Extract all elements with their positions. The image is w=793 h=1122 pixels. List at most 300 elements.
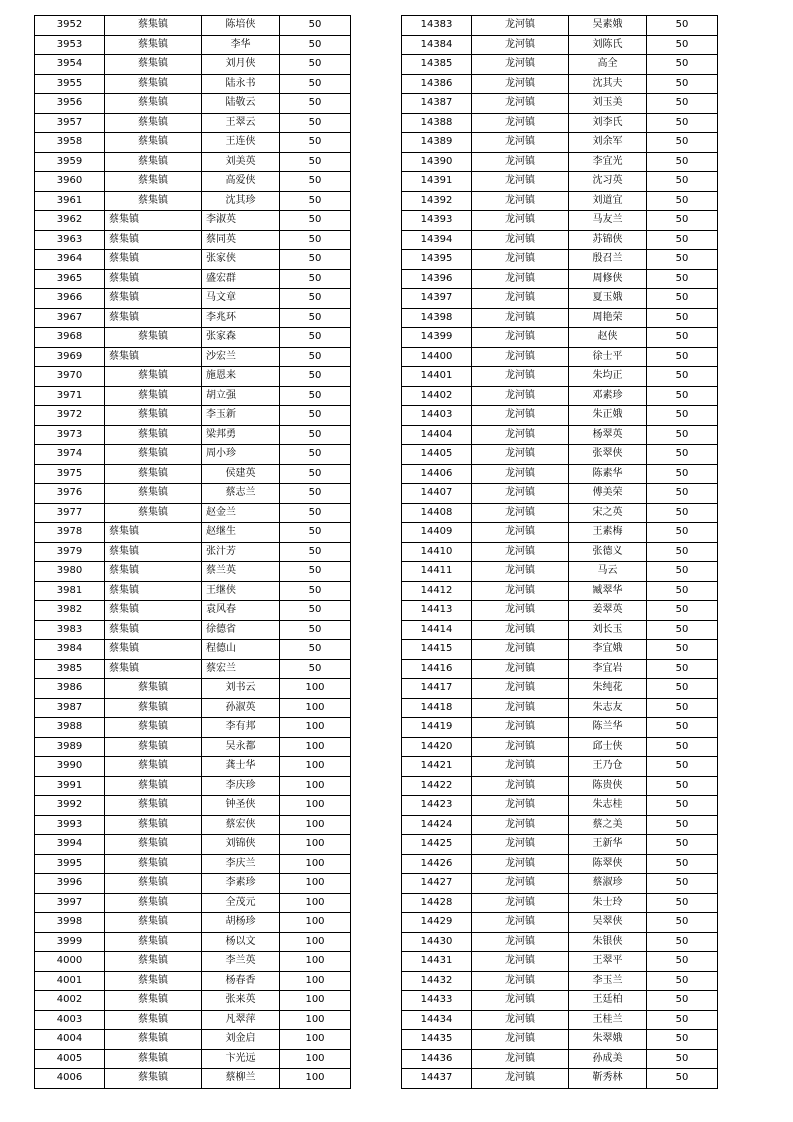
name-cell: 朱志桂: [569, 796, 647, 816]
amount-cell: 50: [647, 35, 718, 55]
record-number-cell: 14403: [402, 406, 472, 426]
name-cell: 王翠平: [569, 952, 647, 972]
amount-cell: 50: [647, 347, 718, 367]
town-cell: 蔡集镇: [105, 308, 202, 328]
town-cell: 龙河镇: [472, 640, 569, 660]
amount-cell: 50: [647, 640, 718, 660]
record-number-cell: 14427: [402, 874, 472, 894]
town-cell: 龙河镇: [472, 308, 569, 328]
record-number-cell: 3971: [35, 386, 105, 406]
table-row: [35, 289, 351, 309]
record-number-cell: 14436: [402, 1049, 472, 1069]
amount-cell: 50: [647, 523, 718, 543]
table-row: [35, 620, 351, 640]
name-cell: 马云: [569, 562, 647, 582]
record-number-cell: 3983: [35, 620, 105, 640]
record-number-cell: 14430: [402, 932, 472, 952]
amount-cell: 50: [280, 523, 351, 543]
record-number-cell: 3986: [35, 679, 105, 699]
name-cell: 周艳荣: [569, 308, 647, 328]
town-cell: 龙河镇: [472, 425, 569, 445]
amount-cell: 50: [280, 250, 351, 270]
record-number-cell: 3952: [35, 16, 105, 36]
town-cell: 蔡集镇: [105, 386, 202, 406]
town-cell: 蔡集镇: [105, 718, 202, 738]
table-row: [402, 737, 718, 757]
town-cell: 龙河镇: [472, 386, 569, 406]
record-number-cell: 3961: [35, 191, 105, 211]
table-row: [402, 16, 718, 36]
record-number-cell: 14387: [402, 94, 472, 114]
table-row: [35, 445, 351, 465]
table-row: [402, 1049, 718, 1069]
town-cell: 龙河镇: [472, 718, 569, 738]
name-cell: 陈翠侠: [569, 854, 647, 874]
table-row: [35, 893, 351, 913]
amount-cell: 100: [280, 679, 351, 699]
amount-cell: 50: [647, 367, 718, 387]
town-cell: 蔡集镇: [105, 776, 202, 796]
table-row: [35, 1069, 351, 1089]
amount-cell: 50: [647, 269, 718, 289]
amount-cell: 50: [280, 269, 351, 289]
table-row: [402, 328, 718, 348]
amount-cell: 100: [280, 991, 351, 1011]
name-cell: 陈贵侠: [569, 776, 647, 796]
name-cell: 刘书云: [202, 679, 280, 699]
town-cell: 龙河镇: [472, 874, 569, 894]
amount-cell: 50: [647, 191, 718, 211]
table-row: [35, 113, 351, 133]
town-cell: 龙河镇: [472, 737, 569, 757]
town-cell: 蔡集镇: [105, 367, 202, 387]
table-row: [35, 55, 351, 75]
amount-cell: 50: [647, 308, 718, 328]
record-number-cell: 3970: [35, 367, 105, 387]
table-row: [35, 757, 351, 777]
amount-cell: 50: [647, 991, 718, 1011]
name-cell: 孙成美: [569, 1049, 647, 1069]
record-number-cell: 3972: [35, 406, 105, 426]
amount-cell: 50: [647, 406, 718, 426]
amount-cell: 100: [280, 952, 351, 972]
name-cell: 沙宏兰: [202, 347, 280, 367]
amount-cell: 50: [280, 191, 351, 211]
table-row: [35, 874, 351, 894]
left-roster-body: [35, 16, 351, 1089]
record-number-cell: 3981: [35, 581, 105, 601]
name-cell: 全茂元: [202, 893, 280, 913]
name-cell: 卞光远: [202, 1049, 280, 1069]
name-cell: 夏玉娥: [569, 289, 647, 309]
name-cell: 高全: [569, 55, 647, 75]
name-cell: 李有邦: [202, 718, 280, 738]
amount-cell: 50: [647, 952, 718, 972]
name-cell: 刘道宜: [569, 191, 647, 211]
town-cell: 蔡集镇: [105, 1049, 202, 1069]
table-row: [402, 250, 718, 270]
record-number-cell: 14426: [402, 854, 472, 874]
town-cell: 蔡集镇: [105, 1030, 202, 1050]
record-number-cell: 14425: [402, 835, 472, 855]
town-cell: 龙河镇: [472, 581, 569, 601]
amount-cell: 50: [647, 659, 718, 679]
name-cell: 李庆兰: [202, 854, 280, 874]
amount-cell: 50: [647, 172, 718, 192]
table-row: [35, 854, 351, 874]
record-number-cell: 3993: [35, 815, 105, 835]
amount-cell: 100: [280, 1010, 351, 1030]
town-cell: 蔡集镇: [105, 932, 202, 952]
name-cell: 刘金启: [202, 1030, 280, 1050]
name-cell: 靳秀林: [569, 1069, 647, 1089]
amount-cell: 50: [647, 484, 718, 504]
name-cell: 臧翠华: [569, 581, 647, 601]
table-row: [402, 230, 718, 250]
name-cell: 高爱侠: [202, 172, 280, 192]
name-cell: 苏锦侠: [569, 230, 647, 250]
record-number-cell: 14415: [402, 640, 472, 660]
name-cell: 徐士平: [569, 347, 647, 367]
table-row: [35, 386, 351, 406]
amount-cell: 50: [280, 581, 351, 601]
name-cell: 朱翠娥: [569, 1030, 647, 1050]
town-cell: 蔡集镇: [105, 542, 202, 562]
amount-cell: 50: [280, 386, 351, 406]
town-cell: 龙河镇: [472, 1010, 569, 1030]
record-number-cell: 3967: [35, 308, 105, 328]
town-cell: 龙河镇: [472, 542, 569, 562]
town-cell: 龙河镇: [472, 757, 569, 777]
record-number-cell: 14388: [402, 113, 472, 133]
town-cell: 龙河镇: [472, 74, 569, 94]
table-row: [35, 1010, 351, 1030]
table-row: [35, 94, 351, 114]
town-cell: 蔡集镇: [105, 737, 202, 757]
table-row: [402, 464, 718, 484]
record-number-cell: 14433: [402, 991, 472, 1011]
amount-cell: 100: [280, 1049, 351, 1069]
table-row: [35, 74, 351, 94]
record-number-cell: 14419: [402, 718, 472, 738]
amount-cell: 100: [280, 1030, 351, 1050]
record-number-cell: 14411: [402, 562, 472, 582]
name-cell: 刘长玉: [569, 620, 647, 640]
table-row: [402, 1069, 718, 1089]
table-row: [402, 74, 718, 94]
town-cell: 蔡集镇: [105, 503, 202, 523]
record-number-cell: 3964: [35, 250, 105, 270]
name-cell: 朱纯花: [569, 679, 647, 699]
town-cell: 龙河镇: [472, 854, 569, 874]
town-cell: 蔡集镇: [105, 562, 202, 582]
record-number-cell: 3974: [35, 445, 105, 465]
amount-cell: 50: [647, 620, 718, 640]
town-cell: 蔡集镇: [105, 659, 202, 679]
amount-cell: 50: [647, 425, 718, 445]
record-number-cell: 4004: [35, 1030, 105, 1050]
amount-cell: 50: [647, 503, 718, 523]
name-cell: 蔡兰英: [202, 562, 280, 582]
name-cell: 杨翠英: [569, 425, 647, 445]
town-cell: 蔡集镇: [105, 152, 202, 172]
record-number-cell: 3996: [35, 874, 105, 894]
table-row: [402, 191, 718, 211]
record-number-cell: 14389: [402, 133, 472, 153]
amount-cell: 50: [280, 328, 351, 348]
town-cell: 蔡集镇: [105, 1069, 202, 1089]
table-row: [402, 1010, 718, 1030]
amount-cell: 50: [280, 620, 351, 640]
town-cell: 蔡集镇: [105, 835, 202, 855]
town-cell: 蔡集镇: [105, 874, 202, 894]
amount-cell: 50: [647, 113, 718, 133]
name-cell: 陆永书: [202, 74, 280, 94]
table-row: [402, 269, 718, 289]
town-cell: 蔡集镇: [105, 16, 202, 36]
record-number-cell: 14412: [402, 581, 472, 601]
record-number-cell: 3977: [35, 503, 105, 523]
amount-cell: 50: [647, 328, 718, 348]
name-cell: 邱士侠: [569, 737, 647, 757]
record-number-cell: 14406: [402, 464, 472, 484]
table-row: [402, 55, 718, 75]
name-cell: 王乃仓: [569, 757, 647, 777]
town-cell: 龙河镇: [472, 211, 569, 231]
town-cell: 蔡集镇: [105, 347, 202, 367]
name-cell: 吴永都: [202, 737, 280, 757]
table-row: [402, 893, 718, 913]
amount-cell: 100: [280, 835, 351, 855]
table-row: [402, 581, 718, 601]
amount-cell: 50: [280, 211, 351, 231]
amount-cell: 50: [647, 815, 718, 835]
record-number-cell: 14400: [402, 347, 472, 367]
name-cell: 马文章: [202, 289, 280, 309]
town-cell: 蔡集镇: [105, 425, 202, 445]
town-cell: 蔡集镇: [105, 991, 202, 1011]
table-row: [402, 386, 718, 406]
town-cell: 龙河镇: [472, 152, 569, 172]
table-row: [35, 16, 351, 36]
amount-cell: 100: [280, 971, 351, 991]
record-number-cell: 3956: [35, 94, 105, 114]
amount-cell: 50: [647, 776, 718, 796]
name-cell: 刘美英: [202, 152, 280, 172]
table-row: [402, 523, 718, 543]
record-number-cell: 14386: [402, 74, 472, 94]
record-number-cell: 14405: [402, 445, 472, 465]
record-number-cell: 3995: [35, 854, 105, 874]
name-cell: 王桂兰: [569, 1010, 647, 1030]
name-cell: 李兆环: [202, 308, 280, 328]
table-row: [402, 133, 718, 153]
name-cell: 李宜娥: [569, 640, 647, 660]
amount-cell: 50: [647, 55, 718, 75]
amount-cell: 50: [647, 94, 718, 114]
amount-cell: 50: [647, 893, 718, 913]
record-number-cell: 3962: [35, 211, 105, 231]
amount-cell: 50: [280, 406, 351, 426]
table-row: [402, 289, 718, 309]
amount-cell: 50: [647, 1049, 718, 1069]
name-cell: 沈其夫: [569, 74, 647, 94]
amount-cell: 50: [280, 94, 351, 114]
town-cell: 龙河镇: [472, 16, 569, 36]
table-row: [402, 776, 718, 796]
amount-cell: 50: [280, 659, 351, 679]
amount-cell: 50: [280, 133, 351, 153]
record-number-cell: 3960: [35, 172, 105, 192]
table-row: [35, 1030, 351, 1050]
table-row: [35, 425, 351, 445]
name-cell: 盛宏群: [202, 269, 280, 289]
table-row: [402, 172, 718, 192]
amount-cell: 50: [280, 289, 351, 309]
table-row: [35, 230, 351, 250]
table-row: [35, 367, 351, 387]
amount-cell: 100: [280, 796, 351, 816]
record-number-cell: 14402: [402, 386, 472, 406]
town-cell: 龙河镇: [472, 893, 569, 913]
name-cell: 程德山: [202, 640, 280, 660]
amount-cell: 100: [280, 913, 351, 933]
table-row: [402, 445, 718, 465]
town-cell: 龙河镇: [472, 172, 569, 192]
name-cell: 殷召兰: [569, 250, 647, 270]
table-row: [35, 932, 351, 952]
amount-cell: 100: [280, 757, 351, 777]
record-number-cell: 3966: [35, 289, 105, 309]
table-row: [35, 991, 351, 1011]
town-cell: 龙河镇: [472, 562, 569, 582]
town-cell: 蔡集镇: [105, 230, 202, 250]
name-cell: 蔡宏侠: [202, 815, 280, 835]
record-number-cell: 4002: [35, 991, 105, 1011]
town-cell: 蔡集镇: [105, 289, 202, 309]
amount-cell: 100: [280, 815, 351, 835]
record-number-cell: 14383: [402, 16, 472, 36]
name-cell: 张翠侠: [569, 445, 647, 465]
record-number-cell: 14428: [402, 893, 472, 913]
record-number-cell: 14385: [402, 55, 472, 75]
town-cell: 蔡集镇: [105, 250, 202, 270]
town-cell: 蔡集镇: [105, 698, 202, 718]
record-number-cell: 3991: [35, 776, 105, 796]
town-cell: 龙河镇: [472, 679, 569, 699]
name-cell: 王连侠: [202, 133, 280, 153]
record-number-cell: 3965: [35, 269, 105, 289]
name-cell: 蔡柳兰: [202, 1069, 280, 1089]
name-cell: 胡杨珍: [202, 913, 280, 933]
table-row: [402, 484, 718, 504]
amount-cell: 50: [647, 698, 718, 718]
record-number-cell: 3979: [35, 542, 105, 562]
name-cell: 袁风春: [202, 601, 280, 621]
amount-cell: 50: [280, 230, 351, 250]
town-cell: 龙河镇: [472, 815, 569, 835]
name-cell: 赵金兰: [202, 503, 280, 523]
town-cell: 蔡集镇: [105, 269, 202, 289]
record-number-cell: 3994: [35, 835, 105, 855]
town-cell: 蔡集镇: [105, 854, 202, 874]
town-cell: 蔡集镇: [105, 1010, 202, 1030]
name-cell: 陆敬云: [202, 94, 280, 114]
record-number-cell: 14432: [402, 971, 472, 991]
table-row: [35, 913, 351, 933]
name-cell: 刘月侠: [202, 55, 280, 75]
town-cell: 蔡集镇: [105, 191, 202, 211]
name-cell: 沈其珍: [202, 191, 280, 211]
table-row: [35, 601, 351, 621]
name-cell: 姜翠英: [569, 601, 647, 621]
town-cell: 龙河镇: [472, 1030, 569, 1050]
town-cell: 蔡集镇: [105, 464, 202, 484]
amount-cell: 50: [647, 835, 718, 855]
table-row: [35, 484, 351, 504]
table-row: [35, 542, 351, 562]
amount-cell: 50: [647, 74, 718, 94]
name-cell: 蔡宏兰: [202, 659, 280, 679]
town-cell: 龙河镇: [472, 191, 569, 211]
name-cell: 吴素娥: [569, 16, 647, 36]
name-cell: 宋之英: [569, 503, 647, 523]
record-number-cell: 14384: [402, 35, 472, 55]
name-cell: 张家侠: [202, 250, 280, 270]
amount-cell: 100: [280, 1069, 351, 1089]
record-number-cell: 14422: [402, 776, 472, 796]
town-cell: 蔡集镇: [105, 55, 202, 75]
name-cell: 傅美荣: [569, 484, 647, 504]
record-number-cell: 14424: [402, 815, 472, 835]
table-row: [402, 971, 718, 991]
table-row: [35, 269, 351, 289]
amount-cell: 100: [280, 718, 351, 738]
table-row: [35, 328, 351, 348]
record-number-cell: 14418: [402, 698, 472, 718]
amount-cell: 50: [647, 1010, 718, 1030]
name-cell: 施恩来: [202, 367, 280, 387]
record-number-cell: 14401: [402, 367, 472, 387]
name-cell: 朱志友: [569, 698, 647, 718]
table-row: [35, 718, 351, 738]
amount-cell: 100: [280, 698, 351, 718]
amount-cell: 50: [647, 854, 718, 874]
record-number-cell: 3980: [35, 562, 105, 582]
name-cell: 刘余军: [569, 133, 647, 153]
table-row: [402, 679, 718, 699]
town-cell: 龙河镇: [472, 659, 569, 679]
name-cell: 李淑英: [202, 211, 280, 231]
record-number-cell: 4001: [35, 971, 105, 991]
record-number-cell: 3959: [35, 152, 105, 172]
name-cell: 孙淑英: [202, 698, 280, 718]
amount-cell: 50: [647, 796, 718, 816]
town-cell: 龙河镇: [472, 35, 569, 55]
name-cell: 朱士玲: [569, 893, 647, 913]
name-cell: 张汁芳: [202, 542, 280, 562]
town-cell: 龙河镇: [472, 1069, 569, 1089]
amount-cell: 50: [647, 679, 718, 699]
town-cell: 龙河镇: [472, 55, 569, 75]
name-cell: 张家森: [202, 328, 280, 348]
table-row: [402, 932, 718, 952]
record-number-cell: 14398: [402, 308, 472, 328]
town-cell: 龙河镇: [472, 269, 569, 289]
record-number-cell: 14407: [402, 484, 472, 504]
record-number-cell: 14391: [402, 172, 472, 192]
name-cell: 朱银侠: [569, 932, 647, 952]
